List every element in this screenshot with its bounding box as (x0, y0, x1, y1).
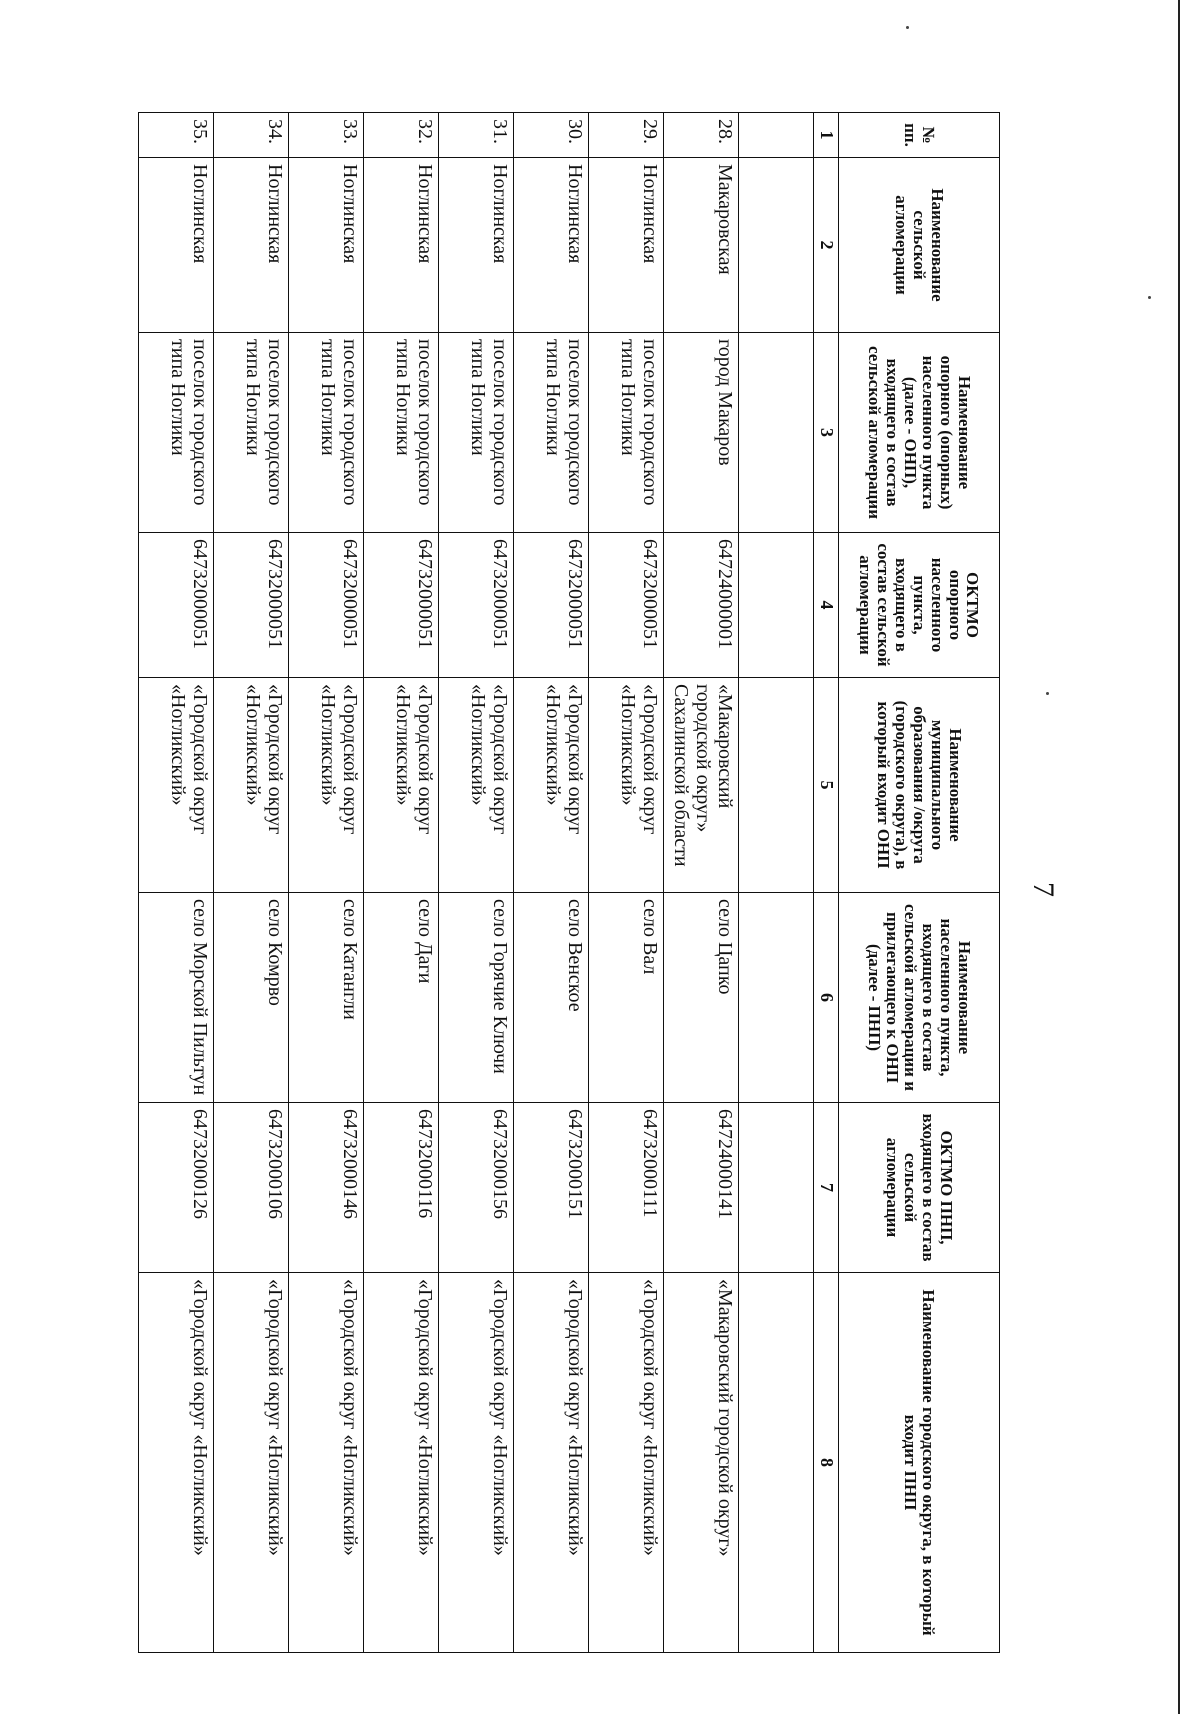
agglomeration-name: Ноглинская (514, 158, 589, 333)
agglomeration-name (739, 158, 814, 333)
pnp-okrug: «Макаровский городской округ» (664, 1273, 739, 1653)
pnp-oktmo: 64732000146 (289, 1103, 364, 1273)
table-row (439, 113, 514, 1653)
onp-name: поселок городского типа Ноглики (364, 333, 439, 533)
pnp-okrug: «Городской округ «Ногликский» (139, 1273, 214, 1653)
column-number: 4 (814, 533, 839, 678)
pnp-oktmo: 64732000106 (214, 1103, 289, 1273)
rotated-document-page (140, 112, 1060, 1672)
pnp-name: село Комрво (214, 893, 289, 1103)
onp-name: поселок городского типа Ноглики (514, 333, 589, 533)
column-number: 6 (814, 893, 839, 1103)
pnp-name: село Цапко (664, 893, 739, 1103)
onp-name: поселок городского типа Ноглики (214, 333, 289, 533)
agglomeration-name: Ноглинская (139, 158, 214, 333)
municipality-name: «Городской округ «Ногликский» (439, 678, 514, 893)
pnp-name: село Вал (589, 893, 664, 1103)
onp-oktmo: 64732000051 (439, 533, 514, 678)
pnp-okrug: «Городской округ «Ногликский» (364, 1273, 439, 1653)
agglomeration-name: Ноглинская (439, 158, 514, 333)
header-agglomeration: Наименование сельской агломерации (839, 158, 1000, 333)
header-onp-oktmo: ОКТМО опорного населенного пункта, входящего в состав сельской агломерации (839, 533, 1000, 678)
row-number: 29. (589, 113, 664, 158)
pnp-okrug (739, 1273, 814, 1653)
pnp-oktmo: 64732000151 (514, 1103, 589, 1273)
pnp-okrug: «Городской округ «Ногликский» (439, 1273, 514, 1653)
onp-name (739, 333, 814, 533)
pnp-okrug: «Городской округ «Ногликский» (514, 1273, 589, 1653)
table-row (214, 113, 289, 1653)
header-pnp-oktmo: ОКТМО ПНП, входящего в состав сельской агломерации (839, 1103, 1000, 1273)
onp-oktmo: 64732000051 (514, 533, 589, 678)
table-row (289, 113, 364, 1653)
municipality-name: «Городской округ «Ногликский» (214, 678, 289, 893)
header-onp: Наименование опорного (опорных) населенного пункта (далее - ОНП), входящего в состав сельской агломерации (839, 333, 1000, 533)
pnp-name: село Даги (364, 893, 439, 1103)
column-number: 5 (814, 678, 839, 893)
scan-edge-border (1178, 0, 1200, 1714)
pnp-oktmo: 64732000156 (439, 1103, 514, 1273)
agglomeration-name: Ноглинская (364, 158, 439, 333)
pnp-okrug: «Городской округ «Ногликский» (214, 1273, 289, 1653)
table-row (664, 113, 739, 1653)
table-row (364, 113, 439, 1653)
column-number: 1 (814, 113, 839, 158)
header-number: № пп. (839, 113, 1000, 158)
agglomeration-name: Ноглинская (289, 158, 364, 333)
table-row (739, 113, 814, 1653)
agglomeration-name: Ноглинская (589, 158, 664, 333)
column-number: 3 (814, 333, 839, 533)
pnp-oktmo: 64732000116 (364, 1103, 439, 1273)
row-number: 32. (364, 113, 439, 158)
pnp-oktmo (739, 1103, 814, 1273)
pnp-oktmo: 64724000141 (664, 1103, 739, 1273)
row-number: 28. (664, 113, 739, 158)
pnp-name (739, 893, 814, 1103)
header-pnp: Наименование населенного пункта, входящего в состав сельской агломерации и прилегающего к ОНП (далее - ПНП) (839, 893, 1000, 1103)
agglomeration-table (138, 112, 1000, 1653)
onp-oktmo: 64732000051 (139, 533, 214, 678)
column-number-row (814, 113, 839, 1653)
onp-oktmo: 64732000051 (214, 533, 289, 678)
row-number: 33. (289, 113, 364, 158)
table-row (514, 113, 589, 1653)
pnp-oktmo: 64732000126 (139, 1103, 214, 1273)
municipality-name: «Городской округ «Ногликский» (514, 678, 589, 893)
scan-speck (906, 26, 909, 29)
table-header (839, 113, 1000, 1653)
onp-name: поселок городского типа Ноглики (289, 333, 364, 533)
column-number: 2 (814, 158, 839, 333)
pnp-oktmo: 64732000111 (589, 1103, 664, 1273)
scan-speck (1148, 296, 1151, 299)
agglomeration-name: Ноглинская (214, 158, 289, 333)
municipality-name (739, 678, 814, 893)
agglomeration-name: Макаровская (664, 158, 739, 333)
onp-oktmo: 64724000001 (664, 533, 739, 678)
row-number: 30. (514, 113, 589, 158)
header-pnp-okrug: Наименование городского округа, в который входит ПНП (839, 1273, 1000, 1653)
pnp-name: село Катангли (289, 893, 364, 1103)
onp-oktmo: 64732000051 (289, 533, 364, 678)
page-number: 7 (1027, 882, 1060, 897)
onp-name: поселок городского типа Ноглики (589, 333, 664, 533)
row-number: 35. (139, 113, 214, 158)
row-number: 31. (439, 113, 514, 158)
onp-name: поселок городского типа Ноглики (439, 333, 514, 533)
municipality-name: «Макаровский городской округ» Сахалинской области (664, 678, 739, 893)
municipality-name: «Городской округ «Ногликский» (589, 678, 664, 893)
onp-oktmo: 64732000051 (589, 533, 664, 678)
row-number (739, 113, 814, 158)
municipality-name: «Городской округ «Ногликский» (289, 678, 364, 893)
pnp-name: село Горячие Ключи (439, 893, 514, 1103)
table-row (139, 113, 214, 1653)
pnp-okrug: «Городской округ «Ногликский» (289, 1273, 364, 1653)
pnp-name: село Морской Пильтун (139, 893, 214, 1103)
row-number: 34. (214, 113, 289, 158)
pnp-name: село Венское (514, 893, 589, 1103)
column-number: 8 (814, 1273, 839, 1653)
municipality-name: «Городской округ «Ногликский» (139, 678, 214, 893)
column-number: 7 (814, 1103, 839, 1273)
onp-name: город Макаров (664, 333, 739, 533)
onp-oktmo: 64732000051 (364, 533, 439, 678)
municipality-name: «Городской округ «Ногликский» (364, 678, 439, 893)
pnp-okrug: «Городской округ «Ногликский» (589, 1273, 664, 1653)
header-municipality: Наименование муниципального образования /округа (городского округа), в который входит ОНП (839, 678, 1000, 893)
table-row (589, 113, 664, 1653)
onp-name: поселок городского типа Ноглики (139, 333, 214, 533)
onp-oktmo (739, 533, 814, 678)
